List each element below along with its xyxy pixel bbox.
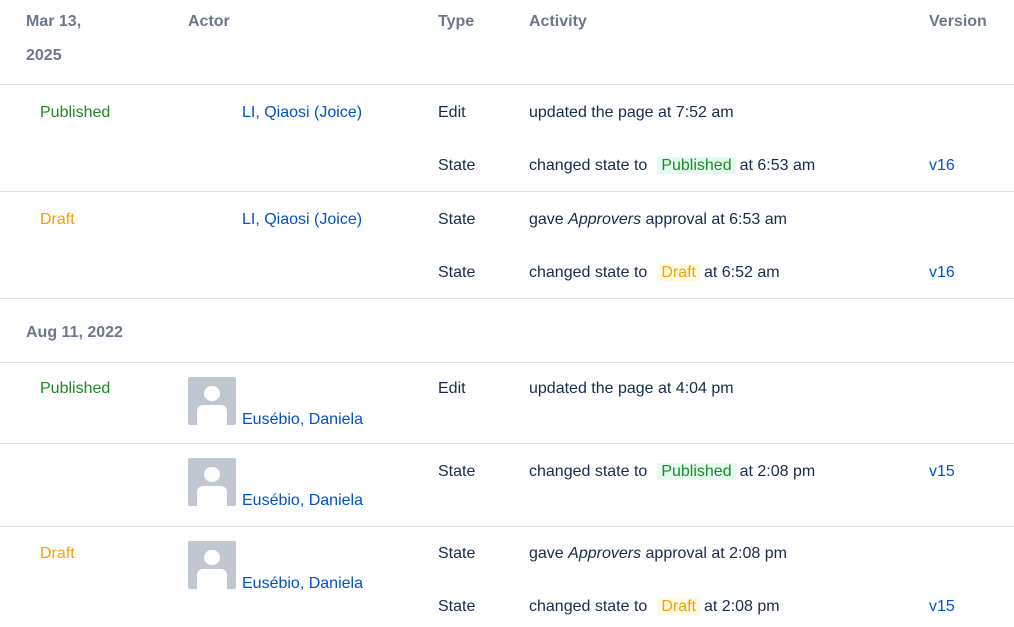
state-draft: Draft (657, 264, 700, 281)
activity-text (529, 211, 787, 229)
version-link[interactable]: v15 (929, 463, 955, 480)
activity-column-header: Activity (529, 13, 587, 30)
activity-suffix: at 6:52 am (703, 264, 780, 281)
activity-text (529, 598, 780, 616)
approvers-group: Approvers (568, 211, 642, 228)
version-link[interactable]: v16 (929, 264, 955, 281)
activity-type: Edit (438, 104, 466, 121)
version-column-header: Version (929, 13, 987, 30)
date-header-line2: 2025 (26, 47, 62, 64)
activity-prefix: changed state to (529, 463, 648, 480)
avatar-icon[interactable] (188, 541, 236, 589)
actor-link[interactable]: Eusébio, Daniela (242, 575, 363, 592)
status-published: Published (40, 104, 111, 121)
avatar-icon[interactable] (188, 458, 236, 506)
row-divider (0, 362, 1014, 363)
actor-link[interactable]: Eusébio, Daniela (242, 492, 363, 509)
activity-text: updated the page at 7:52 am (529, 104, 734, 121)
state-draft: Draft (657, 598, 700, 615)
row-divider (0, 526, 1014, 527)
activity-suffix: at 2:08 pm (703, 598, 780, 615)
row-divider (0, 298, 1014, 299)
activity-text (529, 264, 780, 282)
row-divider (0, 443, 1014, 444)
activity-type: State (438, 598, 476, 615)
activity-prefix: gave (529, 211, 564, 228)
version-link[interactable]: v16 (929, 157, 955, 174)
version-link[interactable]: v15 (929, 598, 955, 615)
actor-link[interactable]: Eusébio, Daniela (242, 411, 363, 428)
state-published: Published (657, 463, 735, 480)
activity-prefix: changed state to (529, 157, 648, 174)
activity-suffix: approval at 6:53 am (645, 211, 787, 228)
type-column-header: Type (438, 13, 475, 30)
status-published: Published (40, 380, 111, 397)
activity-prefix: changed state to (529, 598, 648, 615)
row-divider (0, 191, 1014, 192)
date-group-label: Aug 11, 2022 (26, 324, 123, 341)
activity-type: State (438, 264, 476, 281)
actor-link[interactable]: LI, Qiaosi (Joice) (242, 104, 363, 121)
activity-text (529, 545, 787, 563)
activity-prefix: gave (529, 545, 564, 562)
activity-type: State (438, 545, 476, 562)
activity-text (529, 463, 815, 481)
state-published: Published (657, 157, 735, 174)
avatar-icon[interactable] (188, 377, 236, 425)
activity-type: Edit (438, 380, 466, 397)
activity-prefix: changed state to (529, 264, 648, 281)
actor-link[interactable]: LI, Qiaosi (Joice) (242, 211, 363, 228)
actor-column-header: Actor (188, 13, 230, 30)
activity-suffix: approval at 2:08 pm (645, 545, 787, 562)
status-draft: Draft (40, 211, 75, 228)
activity-suffix: at 2:08 pm (739, 463, 816, 480)
activity-suffix: at 6:53 am (739, 157, 816, 174)
activity-type: State (438, 157, 476, 174)
date-header-line1: Mar 13, (26, 13, 82, 30)
activity-type: State (438, 211, 476, 228)
activity-text (529, 157, 815, 175)
row-divider (0, 84, 1014, 85)
activity-text: updated the page at 4:04 pm (529, 380, 734, 397)
approvers-group: Approvers (568, 545, 642, 562)
status-draft: Draft (40, 545, 75, 562)
activity-type: State (438, 463, 476, 480)
